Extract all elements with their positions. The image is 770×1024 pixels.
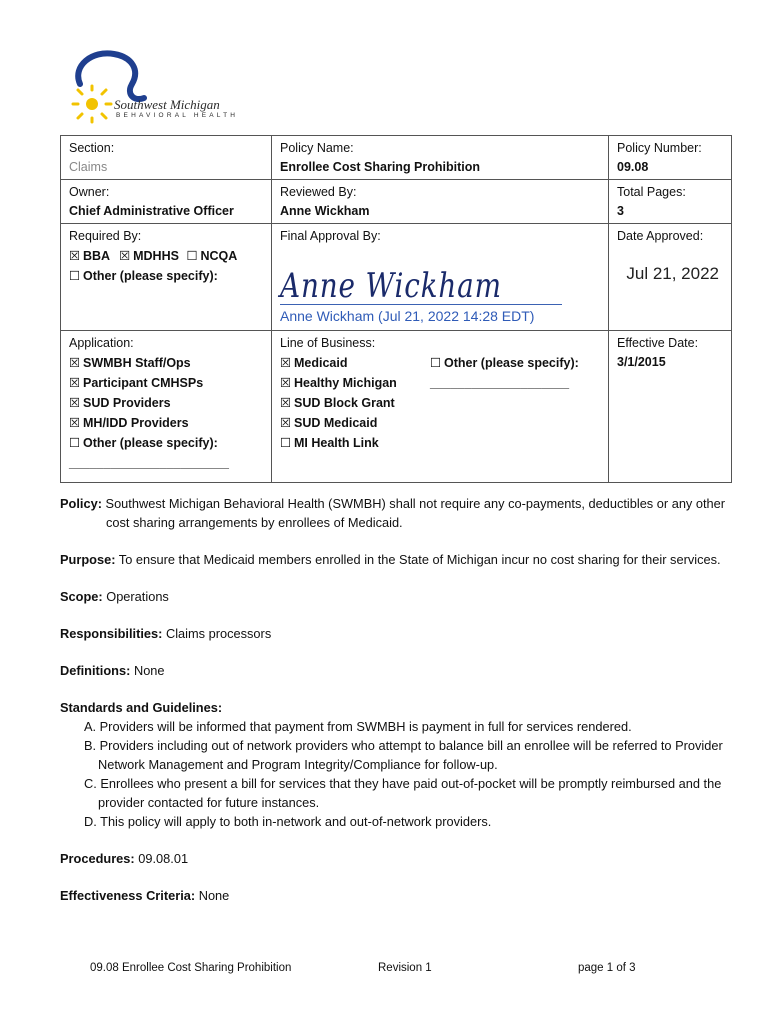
standards-item: C. Enrollees who present a bill for services that they have paid out-of-pocket will be promptly reimbursed and the provider contacted for future instances. — [84, 776, 722, 810]
standards-item: A. Providers will be informed that payment from SWMBH is payment in full for services rendered. — [84, 719, 632, 734]
definitions-heading: Definitions: — [60, 663, 131, 678]
policy-number-cell — [609, 136, 732, 180]
lob-item — [280, 413, 430, 433]
lob-other-checkbox[interactable]: ☐ — [430, 356, 442, 370]
footer-document-title: 09.08 Enrollee Cost Sharing Prohibition — [90, 962, 292, 974]
purpose-statement — [60, 550, 740, 569]
app-checkbox-1[interactable]: ☒ — [69, 356, 81, 370]
date-approved-value: Jul 21, 2022 — [626, 264, 719, 283]
total-pages-label: Total Pages: — [617, 185, 686, 199]
app-label-1: SWMBH Staff/Ops — [83, 356, 191, 370]
standards-list — [60, 717, 740, 831]
lob-label-5: MI Health Link — [294, 436, 379, 450]
logo-subtitle: BEHAVIORAL HEALTH — [116, 112, 239, 119]
effective-date-value: 3/1/2015 — [617, 355, 666, 369]
standards-section — [60, 698, 740, 831]
lob-item — [280, 433, 430, 453]
policy-heading: Policy: — [60, 496, 102, 511]
policy-name-label: Policy Name: — [280, 141, 354, 155]
procedures-text: 09.08.01 — [138, 851, 189, 866]
effectiveness-text: None — [198, 888, 230, 903]
ncqa-label: NCQA — [200, 249, 238, 263]
lob-item — [280, 353, 430, 373]
final-approval-label: Final Approval By: — [280, 229, 381, 243]
effectiveness-heading: Effectiveness Criteria: — [60, 888, 196, 903]
application-cell — [61, 331, 272, 483]
application-item — [69, 353, 263, 373]
date-approved-label: Date Approved: — [617, 229, 704, 243]
policy-text: Southwest Michigan Behavioral Health (SWMBH) shall not require any co-payments, deductibles or any other cost sharing arrangements by enrollees of Medicaid. — [105, 496, 726, 530]
required-by-label: Required By: — [69, 229, 142, 243]
lob-item — [280, 373, 430, 393]
lob-label-2: Healthy Michigan — [294, 376, 397, 390]
section-value: Claims — [69, 160, 108, 174]
scope-statement — [60, 587, 740, 606]
required-by-cell — [61, 224, 272, 331]
final-approval-cell — [272, 224, 609, 331]
lob-label-1: Medicaid — [294, 356, 348, 370]
date-approved-cell — [609, 224, 732, 331]
policy-number-value: 09.08 — [617, 160, 649, 174]
signature-image: Anne Wickham — [280, 266, 502, 306]
application-item — [69, 433, 263, 453]
policy-body — [60, 494, 740, 923]
total-pages-cell — [609, 180, 732, 224]
procedures-statement — [60, 849, 740, 868]
lob-blank: ____________________ — [430, 376, 570, 390]
mdhhs-label: MDHHS — [133, 249, 179, 263]
effective-date-label: Effective Date: — [617, 336, 699, 350]
standards-item: D. This policy will apply to both in-network and out-of-network providers. — [84, 814, 492, 829]
application-item — [69, 413, 263, 433]
signature-line — [280, 304, 562, 305]
responsibilities-text: Claims processors — [165, 626, 272, 641]
lob-other-label: Other (please specify): — [444, 356, 579, 370]
lob-label-3: SUD Block Grant — [294, 396, 395, 410]
lob-checkbox-3[interactable]: ☒ — [280, 396, 292, 410]
standards-item: B. Providers including out of network providers who attempt to balance bill an enrollee will be referred to Provider Network Management and Program Integrity/Compliance for follow-up. — [84, 738, 723, 772]
definitions-statement — [60, 661, 740, 680]
footer-page-number: page 1 of 3 — [578, 962, 636, 974]
owner-value: Chief Administrative Officer — [69, 204, 234, 218]
procedures-heading: Procedures: — [60, 851, 135, 866]
responsibilities-statement — [60, 624, 740, 643]
lob-label-4: SUD Medicaid — [294, 416, 378, 430]
definitions-text: None — [133, 663, 165, 678]
app-checkbox-3[interactable]: ☒ — [69, 396, 81, 410]
application-item — [69, 393, 263, 413]
app-label-3: SUD Providers — [83, 396, 171, 410]
line-of-business-columns — [280, 353, 600, 453]
effectiveness-statement — [60, 886, 740, 905]
policy-statement — [60, 494, 740, 532]
required-by-row — [69, 246, 263, 266]
app-label-4: MH/IDD Providers — [83, 416, 189, 430]
purpose-text: To ensure that Medicaid members enrolled in the State of Michigan incur no cost sharing for their services. — [118, 552, 721, 567]
mdhhs-checkbox[interactable]: ☒ — [119, 249, 131, 263]
signature-area — [280, 246, 600, 328]
lob-checkbox-4[interactable]: ☒ — [280, 416, 292, 430]
policy-name-value: Enrollee Cost Sharing Prohibition — [280, 160, 481, 174]
lob-left-column — [280, 353, 430, 453]
policy-header-table — [60, 135, 732, 483]
total-pages-value: 3 — [617, 204, 624, 218]
policy-name-cell — [272, 136, 609, 180]
lob-checkbox-5[interactable]: ☐ — [280, 436, 292, 450]
application-item — [69, 373, 263, 393]
app-checkbox-4[interactable]: ☒ — [69, 416, 81, 430]
owner-cell — [61, 180, 272, 224]
application-label: Application: — [69, 336, 134, 350]
purpose-heading: Purpose: — [60, 552, 116, 567]
lob-other — [430, 353, 579, 373]
responsibilities-heading: Responsibilities: — [60, 626, 163, 641]
section-cell — [61, 136, 272, 180]
lob-checkbox-1[interactable]: ☒ — [280, 356, 292, 370]
footer-revision: Revision 1 — [378, 962, 432, 974]
required-by-other-row — [69, 266, 263, 286]
ncqa-checkbox[interactable]: ☐ — [186, 249, 198, 263]
app-label-2: Participant CMHSPs — [83, 376, 204, 390]
reviewed-by-value: Anne Wickham — [280, 204, 370, 218]
bba-checkbox[interactable]: ☒ — [69, 249, 81, 263]
bba-label: BBA — [83, 249, 110, 263]
lob-item — [280, 393, 430, 413]
logo-name: Southwest Michigan — [114, 97, 220, 112]
lob-checkbox-2[interactable]: ☒ — [280, 376, 292, 390]
policy-number-label: Policy Number: — [617, 141, 702, 155]
signature-stamp: Anne Wickham (Jul 21, 2022 14:28 EDT) — [280, 308, 535, 324]
reviewed-by-label: Reviewed By: — [280, 185, 357, 199]
scope-text: Operations — [106, 589, 169, 604]
lob-right-column — [430, 353, 579, 453]
effective-date-cell — [609, 331, 732, 483]
app-checkbox-2[interactable]: ☒ — [69, 376, 81, 390]
reviewed-by-cell — [272, 180, 609, 224]
owner-label: Owner: — [69, 185, 110, 199]
required-other-checkbox[interactable]: ☐ — [69, 269, 81, 283]
section-label: Section: — [69, 141, 115, 155]
standards-heading: Standards and Guidelines: — [60, 700, 223, 715]
scope-heading: Scope: — [60, 589, 103, 604]
line-of-business-label: Line of Business: — [280, 336, 376, 350]
required-other-label: Other (please specify): — [83, 269, 218, 283]
line-of-business-cell — [272, 331, 609, 483]
application-blank: _______________________ — [69, 456, 229, 470]
app-label-5: Other (please specify): — [83, 436, 218, 450]
app-checkbox-5[interactable]: ☐ — [69, 436, 81, 450]
